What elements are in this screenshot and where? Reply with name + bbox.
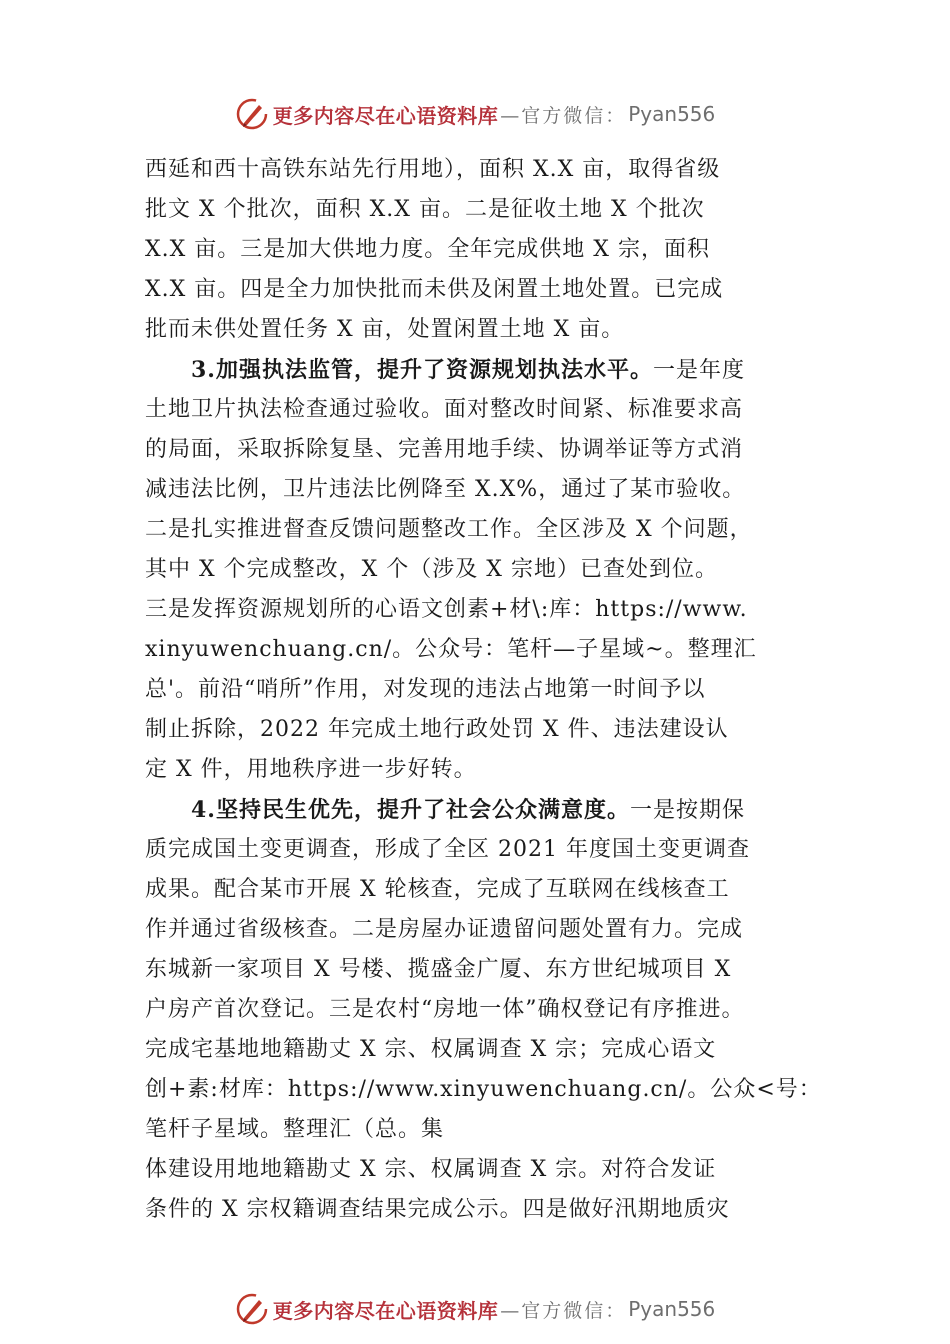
line-text: 完成宅基地地籍勘丈 X 宗、权属调查 X 宗；完成心语文 [145,1037,717,1062]
line-text: 减违法比例，卫片违法比例降至 X.X%，通过了某市验收。 [145,477,746,502]
text-line [145,830,835,870]
line-text: X.X 亩。三是加大供地力度。全年完成供地 X 宗，面积 [145,237,710,262]
line-text: 作并通过省级核查。二是房屋办证遗留问题处置有力。完成 [145,917,744,942]
text-line [145,430,835,470]
line-text: 二是扎实推进督查反馈问题整改工作。全区涉及 X 个问题， [145,517,753,542]
text-line [145,190,835,230]
line-text: 创+素:材库：https://www.xinyuwenchuang.cn/。公众<号： [145,1077,822,1102]
text-line [145,990,835,1030]
line-text: 体建设用地地籍勘丈 X 宗、权属调查 X 宗。对符合发证 [145,1157,717,1182]
line-text: 土地卫片执法检查通过验收。面对整改时间紧、标准要求高 [145,397,744,422]
header-watermark [0,94,950,134]
watermark-wechat-id: Pyan556 [628,102,716,126]
text-line [145,950,835,990]
watermark-wechat-id: Pyan556 [628,1297,716,1321]
text-line [145,470,835,510]
text-line [145,390,835,430]
line-text: X.X 亩。四是全力加快批而未供及闲置土地处置。已完成 [145,277,724,302]
text-line [145,790,835,830]
section-heading: 3.加强执法监管，提升了资源规划执法水平。 [191,357,653,383]
text-line [145,550,835,590]
line-text: 笔杆子星域。整理汇（总。集 [145,1117,445,1142]
text-line [145,150,835,190]
line-text: 户房产首次登记。三是农村“房地一体”确权登记有序推进。 [145,997,745,1022]
text-line [145,1030,835,1070]
pen-seal-icon [235,97,269,131]
watermark-text: 更多内容尽在心语资料库 [272,1298,499,1323]
section-heading: 4.坚持民生优先，提升了社会公众满意度。 [191,797,630,823]
line-text: 的局面，采取拆除复垦、完善用地手续、协调举证等方式消 [145,437,744,462]
text-line [145,270,835,310]
text-line [145,670,835,710]
line-text: 西延和西十高铁东站先行用地），面积 X.X 亩，取得省级 [145,157,721,182]
line-text: 质完成国土变更调查，形成了全区 2021 年度国土变更调查 [145,837,750,862]
line-text: 制止拆除，2022 年完成土地行政处罚 X 件、违法建设认 [145,717,729,742]
line-text: 批而未供处置任务 X 亩，处置闲置土地 X 亩。 [145,317,625,342]
text-line [145,750,835,790]
line-text: xinyuwenchuang.cn/。公众号：笔杆—子星域~。整理汇 [145,637,757,662]
text-line [145,230,835,270]
footer-watermark [0,1289,950,1329]
text-line [145,510,835,550]
document-body [145,150,835,1230]
line-text: 东城新一家项目 X 号楼、揽盛金广厦、东方世纪城项目 X [145,957,732,982]
line-text: 总'。前沿“哨所”作用，对发现的违法占地第一时间予以 [145,677,706,702]
text-line [145,1070,835,1110]
watermark-separator: —官方微信： [500,1299,627,1322]
text-line [145,1150,835,1190]
watermark-text: 更多内容尽在心语资料库 [272,103,499,128]
pen-seal-icon [235,1292,269,1326]
line-text: 一是年度 [652,358,745,383]
text-line [145,1190,835,1230]
text-line [145,710,835,750]
text-line [145,630,835,670]
text-line [145,910,835,950]
line-text: 三是发挥资源规划所的心语文创素+材\:库：https://www. [145,597,748,622]
text-line [145,350,835,390]
line-text: 定 X 件，用地秩序进一步好转。 [145,757,477,782]
line-text: 其中 X 个完成整改，X 个（涉及 X 宗地）已查处到位。 [145,557,718,582]
text-line [145,590,835,630]
line-text: 批文 X 个批次，面积 X.X 亩。二是征收土地 X 个批次 [145,197,705,222]
text-line [145,1110,835,1150]
text-line [145,870,835,910]
line-text: 一是按期保 [629,798,745,823]
line-text: 成果。配合某市开展 X 轮核查，完成了互联网在线核查工 [145,877,730,902]
text-line [145,310,835,350]
watermark-separator: —官方微信： [500,104,627,127]
line-text: 条件的 X 宗权籍调查结果完成公示。四是做好汛期地质灾 [145,1197,730,1222]
